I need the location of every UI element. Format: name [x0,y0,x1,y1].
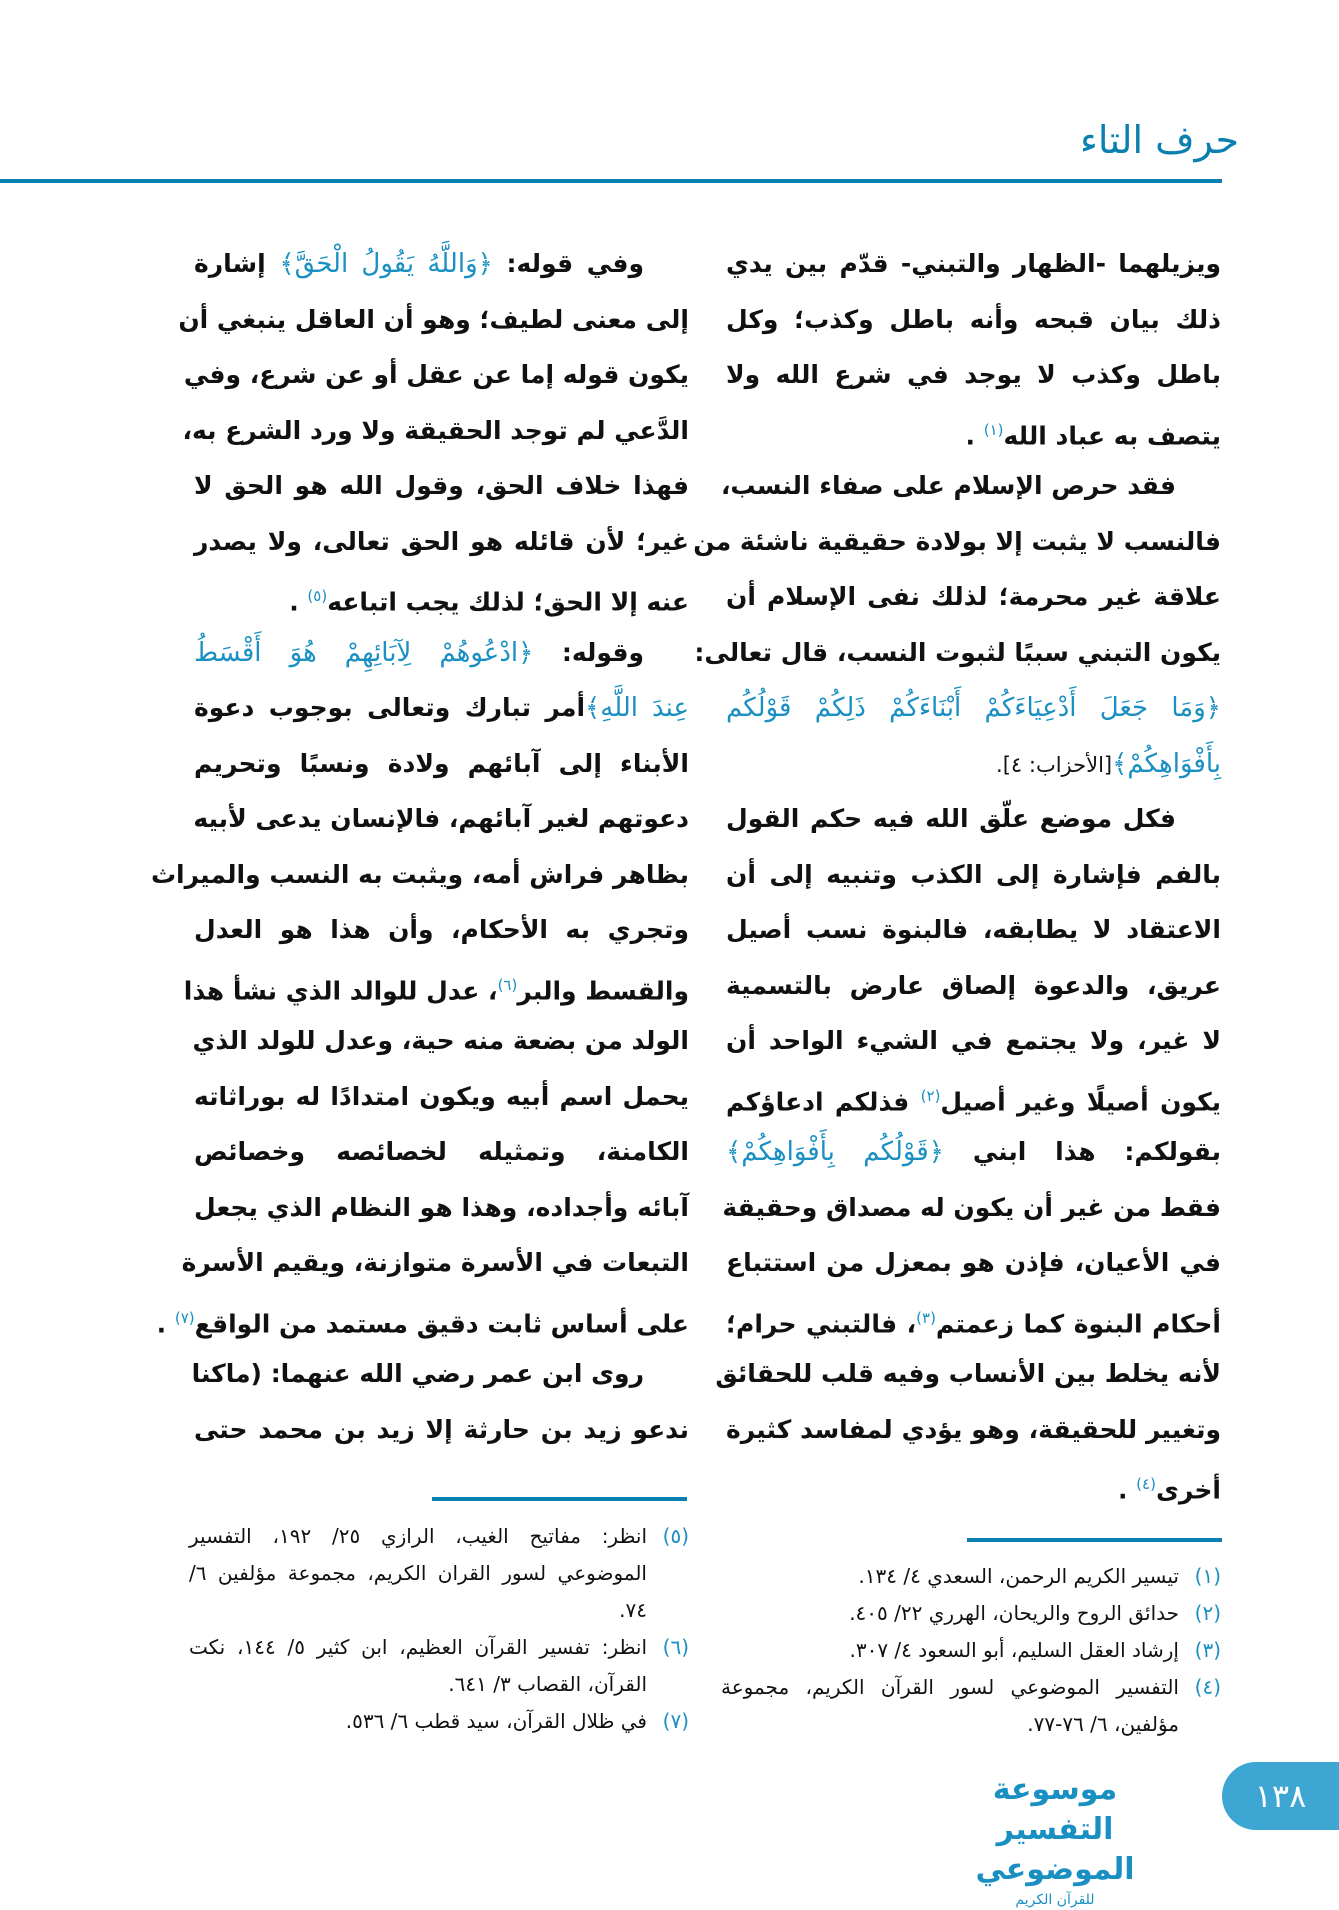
footnote [721,1558,1221,1595]
body-text: يكون التبني سببًا لثبوت النسب، قال تعالى: [694,637,1221,667]
text-line [183,958,689,1014]
footnote-reference[interactable]: (٣) [916,1308,936,1327]
left-text-column [150,236,689,1457]
body-text: بظاهر فراش أمه، ويثبت به النسب والميراث [150,859,689,889]
body-text: ويزيلهما -الظهار والتبني- قدّم بين يدي [726,249,1221,278]
text-line [722,1180,1221,1236]
text-line [726,1457,1221,1513]
body-text: بقولكم: هذا ابني [943,1137,1221,1166]
body-text: على أساس ثابت دقيق مستمد من الواقع [194,1308,689,1338]
text-line [194,514,689,570]
body-text: الاعتقاد لا يطابقه، فالبنوة نسب أصيل [726,915,1221,944]
right-text-column [693,236,1222,1513]
text-line [150,847,689,903]
text-line [181,1235,689,1291]
footnote-number: (٦) [662,1635,689,1659]
footnote-text: انظر: تفسير القرآن العظيم، ابن كثير ٥/ ١٤٤، نكت القرآن، القصاب ٣/ ٦٤١. [189,1635,648,1696]
quran-verse: ﴿ادْعُوهُمْ لِآبَائِهِمْ هُوَ أَقْسَطُ [194,637,534,668]
body-text: يتصف به عباد الله [1003,420,1221,450]
body-text: لا غير، ولا يجتمع في الشيء الواحد أن [726,1026,1221,1055]
body-text: وقوله: [533,637,644,667]
body-text: إشارة [194,249,280,278]
body-text: فهذا خلاف الحق، وقول الله هو الحق لا [194,471,689,500]
text-line [726,569,1221,625]
text-line [194,236,689,292]
text-line [726,403,1221,459]
text-line [194,1180,689,1236]
page-number: ١٣٨ [1222,1762,1339,1830]
footnote-number: (١) [1194,1564,1221,1588]
body-text: أحكام البنوة كما زعمتم [935,1308,1221,1338]
text-line [194,1124,689,1180]
text-line [726,1124,1221,1180]
body-text: . [1117,1475,1137,1505]
footnote-reference[interactable]: (٦) [497,975,518,994]
footnote-number: (٧) [662,1709,689,1733]
body-text: فالنسب لا يثبت إلا بولادة حقيقية ناشئة من [693,526,1221,556]
footnote-text: في ظلال القرآن، سيد قطب ٦/ ٥٣٦. [345,1709,647,1733]
footnote-text: إرشاد العقل السليم، أبو السعود ٤/ ٣٠٧. [849,1638,1179,1662]
header-rule [0,179,1222,183]
text-line [726,347,1221,403]
text-line [726,847,1221,903]
footnote-separator-left [432,1497,687,1501]
body-text: روى ابن عمر رضي الله عنهما: (ماكنا [191,1359,644,1388]
text-line [183,347,689,403]
footnote [189,1518,689,1629]
text-line [726,1013,1221,1069]
text-line [726,1402,1221,1458]
body-text: في الأعيان، فإذن هو بمعزل من استتباع [726,1248,1221,1277]
body-text: الكامنة، وتمثيله لخصائصه وخصائص [194,1137,689,1166]
body-text: . [965,420,984,450]
text-line [194,458,689,514]
quran-verse: عِندَ اللَّهِ﴾ [585,693,689,723]
footnotes-right [721,1558,1221,1743]
footnote-text: انظر: مفاتيح الغيب، الرازي ٢٥/ ١٩٢، التفسير الموضوعي لسور القران الكريم، مجموعة مؤلفين ٦/ ٧٤. [189,1524,647,1622]
body-text: الولد من بضعة منه حية، وعدل للولد الذي [192,1026,689,1055]
body-text: فقط من غير أن يكون له مصداق وحقيقة [722,1192,1221,1222]
footnote [189,1629,689,1703]
body-text: لأنه يخلط بين الأنساب وفيه قلب للحقائق [715,1359,1221,1388]
footnote-reference[interactable]: (١) [983,420,1004,439]
text-line [156,1291,689,1347]
quran-verse: ﴿قَوْلُكُم بِأَفْوَاهِكُمْ﴾ [726,1137,944,1167]
quran-verse: ﴿وَمَا جَعَلَ أَدْعِيَاءَكُمْ أَبْنَاءَكُمْ ذَلِكُمْ قَوْلُكُم [726,693,1221,723]
quran-verse: ﴿وَاللَّهُ يَقُولُ الْحَقَّ﴾ [279,249,493,279]
body-text: وتجري به الأحكام، وأن هذا هو العدل [194,915,689,944]
text-line [178,292,689,348]
body-text: آبائه وأجداده، وهذا هو النظام الذي يجعل [194,1192,689,1222]
text-line [720,458,1221,514]
body-text: الأبناء إلى آبائهم ولادة ونسبًا وتحريم [194,748,689,778]
body-text: أمر تبارك وتعالى بوجوب دعوة [194,693,586,722]
quran-verse: بِأَفْوَاهِكُمْ﴾ [1112,748,1221,779]
body-text: علاقة غير محرمة؛ لذلك نفى الإسلام أن [726,582,1221,611]
text-line [726,791,1221,847]
body-text: باطل وكذب لا يوجد في شرع الله ولا [726,360,1221,389]
text-line [194,1013,689,1069]
footnote-text: تيسير الكريم الرحمن، السعدي ٤/ ١٣٤. [858,1564,1179,1588]
footnote-number: (٥) [662,1524,689,1548]
text-line [182,403,689,459]
footnote-number: (٢) [1194,1601,1221,1625]
body-text: عريق، والدعوة إلصاق عارض بالتسمية [726,970,1221,1000]
chapter-title: حرف التاء [1080,118,1239,162]
footnote [721,1669,1221,1743]
text-line [191,1346,689,1402]
body-text: بالفم فإشارة إلى الكذب وتنبيه إلى أن [726,859,1221,889]
body-text: والقسط والبر [517,975,689,1005]
body-text: . [289,587,308,617]
footnote-reference[interactable]: (٥) [307,587,328,605]
footnote-reference[interactable]: (٤) [1136,1475,1156,1493]
text-line [194,569,689,625]
text-line [194,625,689,681]
text-line [194,736,689,792]
footnote-separator-right [967,1538,1222,1542]
footnote-text: التفسير الموضوعي لسور القرآن الكريم، مجموعة مؤلفين، ٦/ ٧٦-٧٧. [721,1675,1179,1736]
footnote [721,1632,1221,1669]
body-text: ذلك بيان قبحه وأنه باطل وكذب؛ وكل [726,304,1221,334]
text-line [194,1402,689,1458]
body-text: الدَّعي لم توجد الحقيقة ولا ورد الشرع به، [182,415,689,445]
footnote [721,1595,1221,1632]
body-text: يكون قوله إما عن عقل أو عن شرع، وفي [183,360,689,389]
text-line [194,680,689,736]
body-text: . [156,1308,175,1338]
footnotes-left [189,1518,689,1740]
body-text: إلى معنى لطيف؛ وهو أن العاقل ينبغي أن [178,304,689,334]
text-line [726,1069,1221,1125]
footnote-reference[interactable]: (٢) [920,1086,941,1105]
text-line [726,292,1221,348]
text-line [715,1346,1221,1402]
body-text: أخرى [1155,1475,1221,1505]
text-line [726,1291,1221,1347]
footnote-number: (٣) [1194,1638,1221,1662]
body-text: ، عدل للوالد الذي نشأ هذا [183,975,498,1005]
body-text: وفي قوله: [492,249,644,278]
body-text: التبعات في الأسرة متوازنة، ويقيم الأسرة [181,1248,689,1277]
body-text: يكون أصيلًا وغير أصيل [940,1086,1222,1116]
text-line [693,514,1221,570]
body-text: ، فالتبني حرام؛ [726,1308,917,1338]
footnote-reference[interactable]: (٧) [174,1308,195,1327]
body-text: دعوتهم لغير آبائهم، فالإنسان يدعى لأبيه [193,804,689,833]
body-text: فذلكم ادعاؤكم [726,1086,921,1116]
body-text: ندعو زيد بن حارثة إلا زيد بن محمد حتى [194,1414,689,1444]
text-line [726,958,1221,1014]
text-line [726,902,1221,958]
encyclopedia-logo [930,1770,1180,1908]
text-line [726,736,1221,792]
verse-citation: [الأحزاب: ٤]. [996,752,1113,777]
body-text: وتغيير للحقيقة، وهو يؤدي لمفاسد كثيرة [726,1414,1221,1444]
text-line [194,791,689,847]
body-text: يحمل اسم أبيه ويكون امتدادًا له بوراثاته [194,1081,689,1111]
body-text: غير؛ لأن قائله هو الحق تعالى، ولا يصدر [194,526,689,556]
body-text: فقد حرص الإسلام على صفاء النسب، [720,471,1176,500]
body-text: فكل موضع علّق الله فيه حكم القول [726,804,1176,833]
logo-subtitle: للقرآن الكريم [1015,1892,1095,1908]
body-text: عنه إلا الحق؛ لذلك يجب اتباعه [327,587,689,617]
footnote-number: (٤) [1194,1675,1221,1699]
logo-title: موسوعة التفسير الموضوعي [975,1772,1135,1887]
footnote [189,1703,689,1740]
text-line [726,1235,1221,1291]
text-line [726,680,1221,736]
text-line [726,236,1221,292]
text-line [694,625,1221,681]
footnote-text: حدائق الروح والريحان، الهرري ٢٢/ ٤٠٥. [849,1601,1179,1625]
text-line [194,1069,689,1125]
text-line [194,902,689,958]
